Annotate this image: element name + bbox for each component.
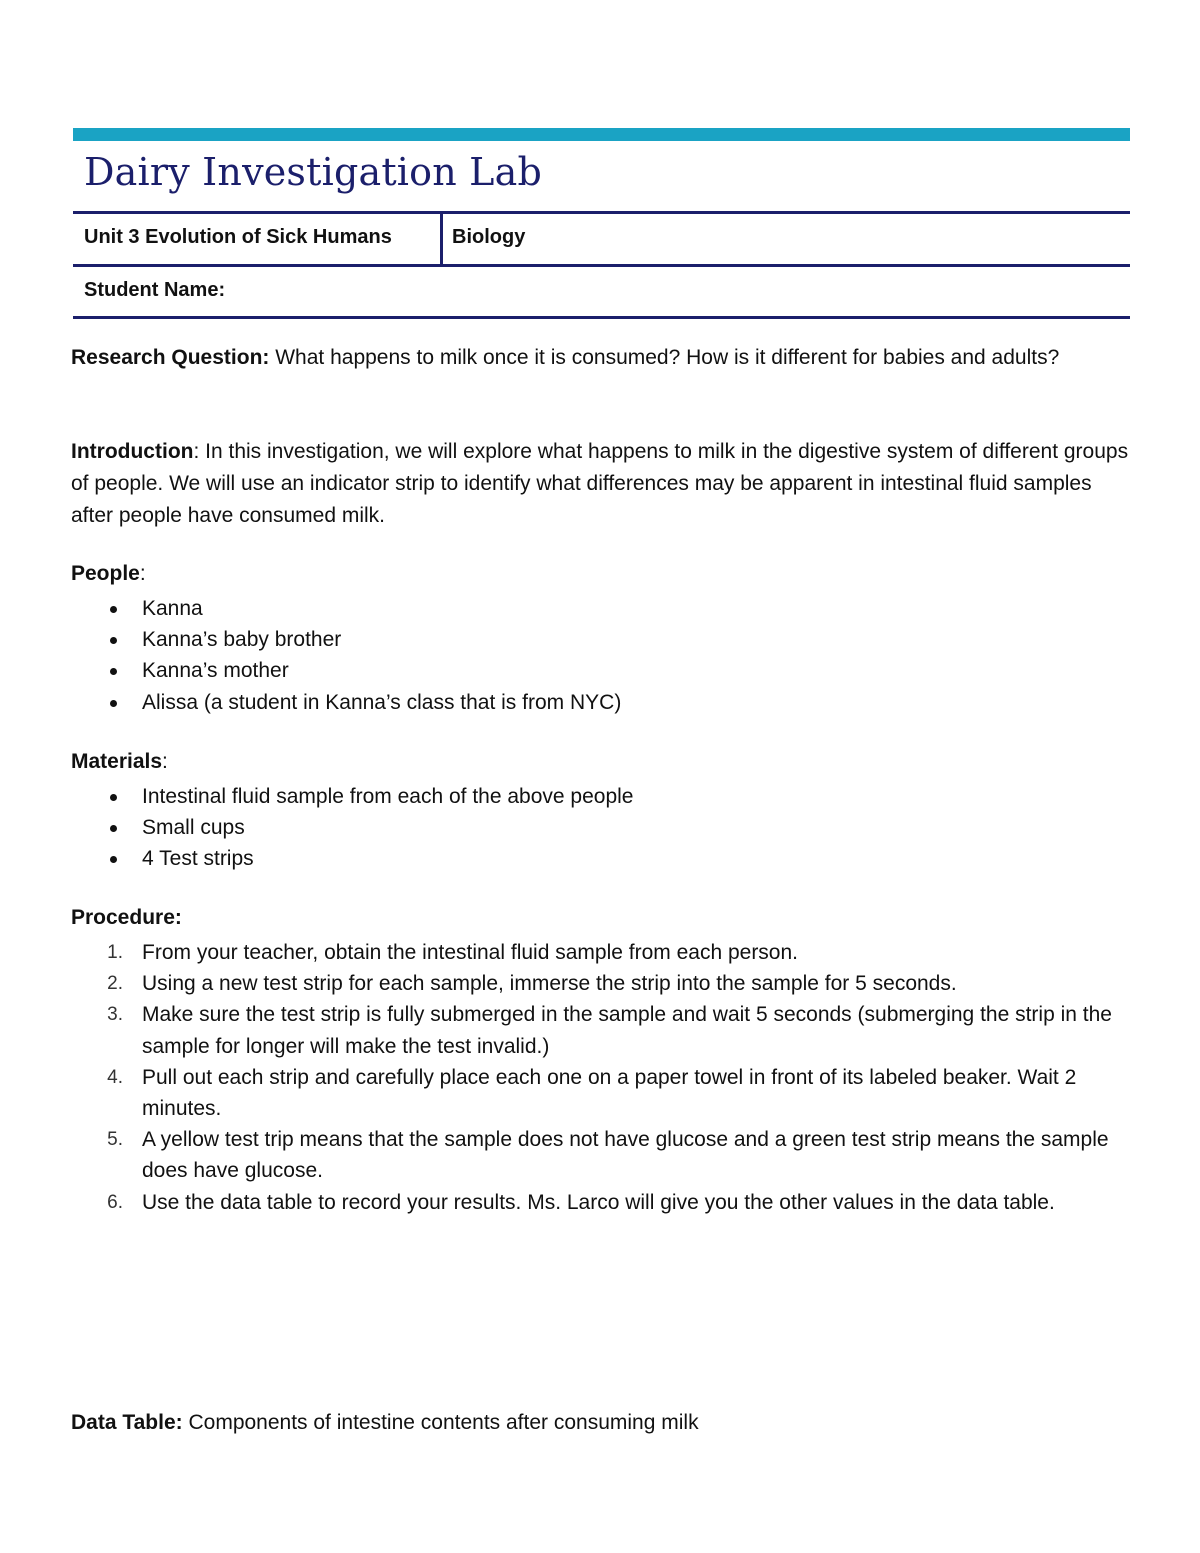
procedure-step xyxy=(71,937,1136,968)
list-item xyxy=(71,687,1136,718)
research-question-label: Research Question: xyxy=(71,346,270,369)
table-column-divider xyxy=(440,212,443,266)
step-text: Pull out each strip and carefully place each one on a paper towel in front of its labeled beaker. Wait 2 minutes. xyxy=(142,1065,1077,1121)
list-item-text: 4 Test strips xyxy=(142,847,254,871)
list-item-text: Kanna’s baby brother xyxy=(142,628,342,652)
bullet-icon xyxy=(110,856,117,863)
step-number: 1. xyxy=(107,942,123,963)
list-item xyxy=(71,624,1136,655)
list-item xyxy=(71,593,1136,624)
step-text: Use the data table to record your results. Ms. Larco will give you the other values in the data table. xyxy=(142,1190,1055,1214)
step-number: 6. xyxy=(107,1191,123,1213)
list-item xyxy=(71,812,1136,843)
list-item xyxy=(71,781,1136,812)
list-item xyxy=(71,843,1136,874)
table-border-bottom xyxy=(73,316,1130,319)
procedure-list xyxy=(71,937,1136,1218)
bullet-icon xyxy=(110,637,117,644)
list-item-text: Small cups xyxy=(142,816,245,840)
data-table-label: Data Table: xyxy=(71,1411,183,1434)
step-number: 2. xyxy=(107,973,123,995)
procedure-step xyxy=(71,968,1136,999)
procedure-step xyxy=(71,1124,1136,1186)
list-item-text: Intestinal fluid sample from each of the above people xyxy=(142,785,634,808)
introduction-label: Introduction xyxy=(71,440,194,463)
procedure-heading: Procedure: xyxy=(71,906,182,929)
people-colon: : xyxy=(139,562,146,585)
step-number: 5. xyxy=(107,1129,123,1151)
people-label: People xyxy=(71,562,140,585)
introduction-text: : In this investigation, we will explore what happens to milk in the digestive system of different groups of people. We will use an indicator strip to identify what differences may be apparent in intestinal fluid samples after people have consumed milk. xyxy=(71,440,1129,527)
subject-cell: Biology xyxy=(452,226,526,248)
unit-cell: Unit 3 Evolution of Sick Humans xyxy=(84,226,392,248)
people-heading xyxy=(71,562,146,586)
materials-list xyxy=(71,781,1136,875)
step-text: Using a new test strip for each sample, immerse the strip into the sample for 5 seconds. xyxy=(142,972,957,996)
list-item-text: Kanna’s mother xyxy=(142,659,289,683)
step-text: Make sure the test strip is fully submerged in the sample and wait 5 seconds (submerging the strip in the sample for longer will make the test invalid.) xyxy=(142,1003,1112,1058)
header-accent-bar xyxy=(73,128,1130,141)
list-item-text: Alissa (a student in Kanna’s class that is from NYC) xyxy=(142,690,622,714)
bullet-icon xyxy=(110,606,117,613)
bullet-icon xyxy=(110,825,117,832)
page-title: Dairy Investigation Lab xyxy=(84,150,543,194)
step-text: A yellow test trip means that the sample does not have glucose and a green test strip means the sample does have glucose. xyxy=(142,1128,1109,1183)
materials-colon: : xyxy=(162,750,168,773)
people-list xyxy=(71,593,1136,718)
bullet-icon xyxy=(110,668,117,675)
procedure-step xyxy=(71,999,1136,1061)
step-text: From your teacher, obtain the intestinal fluid sample from each person. xyxy=(142,941,799,964)
table-border-top xyxy=(73,211,1130,214)
procedure-step xyxy=(71,1187,1136,1218)
data-table-caption-text: Components of intestine contents after consuming milk xyxy=(182,1411,699,1434)
data-table-caption xyxy=(71,1407,1136,1439)
step-number: 3. xyxy=(107,1004,123,1026)
research-question xyxy=(71,342,1136,374)
materials-label: Materials xyxy=(71,750,163,773)
bullet-icon xyxy=(110,794,117,801)
bullet-icon xyxy=(110,700,117,707)
list-item-text: Kanna xyxy=(142,597,203,620)
table-border-middle xyxy=(73,264,1130,267)
research-question-text: What happens to milk once it is consumed? How is it different for babies and adults? xyxy=(269,346,1060,369)
materials-heading xyxy=(71,750,168,774)
student-name-label: Student Name: xyxy=(84,279,226,301)
step-number: 4. xyxy=(107,1066,123,1088)
introduction xyxy=(71,436,1136,532)
list-item xyxy=(71,655,1136,686)
procedure-step xyxy=(71,1062,1136,1124)
